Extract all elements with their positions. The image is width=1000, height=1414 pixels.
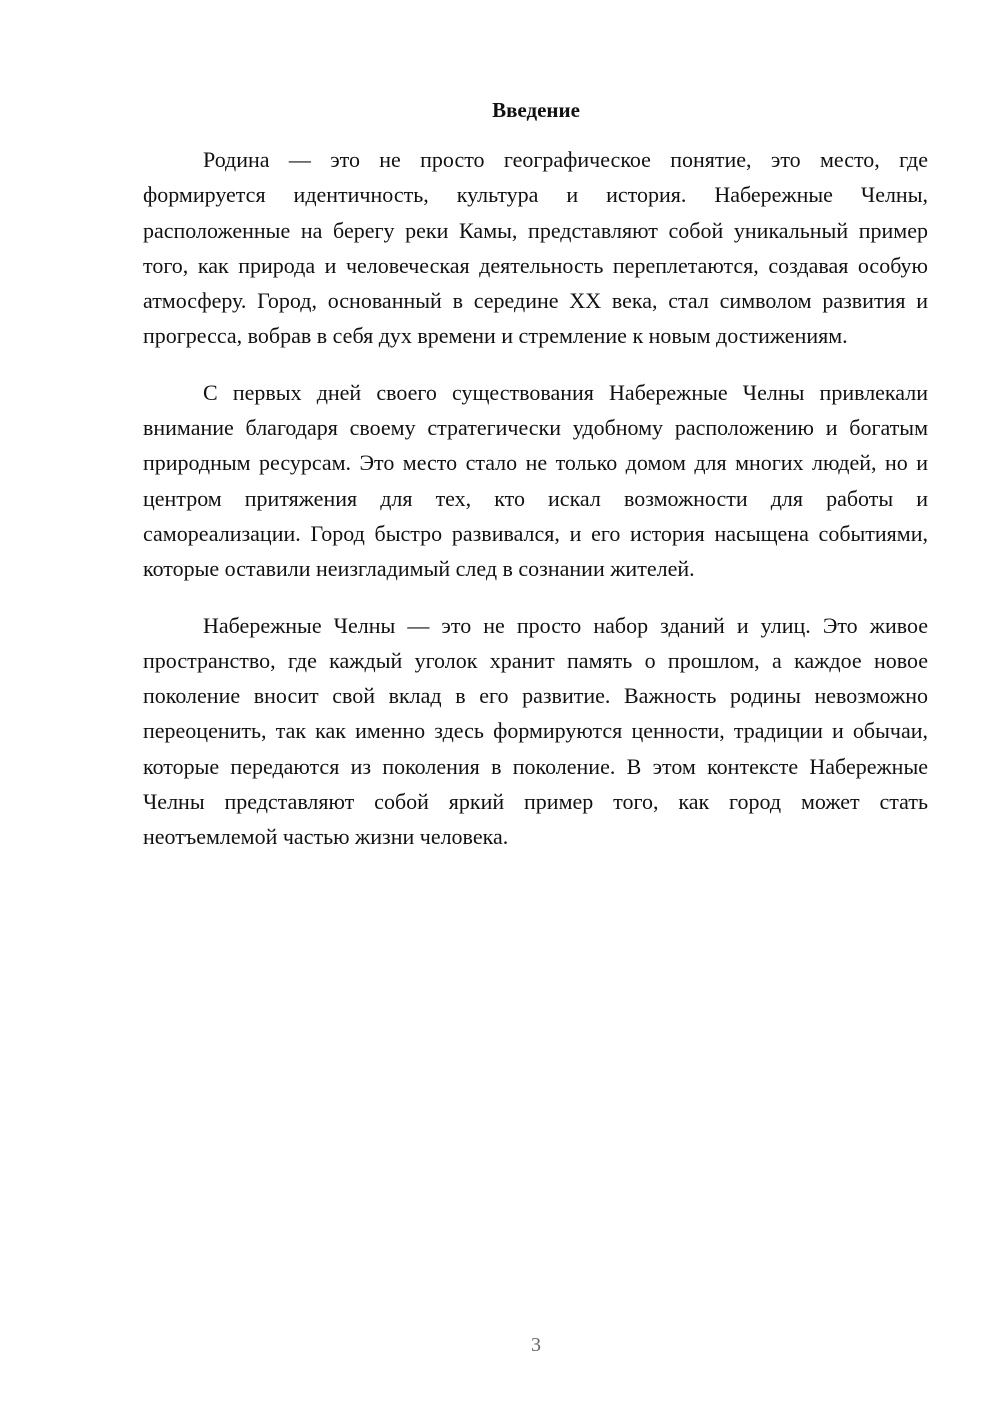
page-number: 3 xyxy=(531,1334,541,1356)
section-heading: Введение xyxy=(492,98,580,122)
paragraph-1: Родина — это не просто географическое понятие, это место, где формируется идентичность, культура и история. Набережные Челны, расположенные на берегу реки Камы, представляют собой уникальный пример того, как природа и человеческая деятельность переплетаются, создавая особую атмосферу. Город, основанный в середине XX века, стал символом развития и прогресса, вобрав в себя дух времени и стремление к новым достижениям. xyxy=(143,147,928,349)
paragraph-2: С первых дней своего существования Набережные Челны привлекали внимание благодаря своему стратегически удобному расположению и богатым природным ресурсам. Это место стало не только домом для многих людей, но и центром притяжения для тех, кто искал возможности для работы и самореализации. Город быстро развивался, и его история насыщена событиями, которые оставили неизгладимый след в сознании жителей. xyxy=(143,379,928,582)
paragraph-3: Набережные Челны — это не просто набор зданий и улиц. Это живое пространство, где каждый уголок хранит память о прошлом, а каждое новое поколение вносит свой вклад в его развитие. Важность родины невозможно переоценить, так как именно здесь формируются ценности, традиции и обычаи, которые передаются из поколения в поколение. В этом контексте Набережные Челны представляют собой яркий пример того, как город может стать неотъемлемой частью жизни человека. xyxy=(143,612,928,850)
body-text xyxy=(143,142,928,876)
